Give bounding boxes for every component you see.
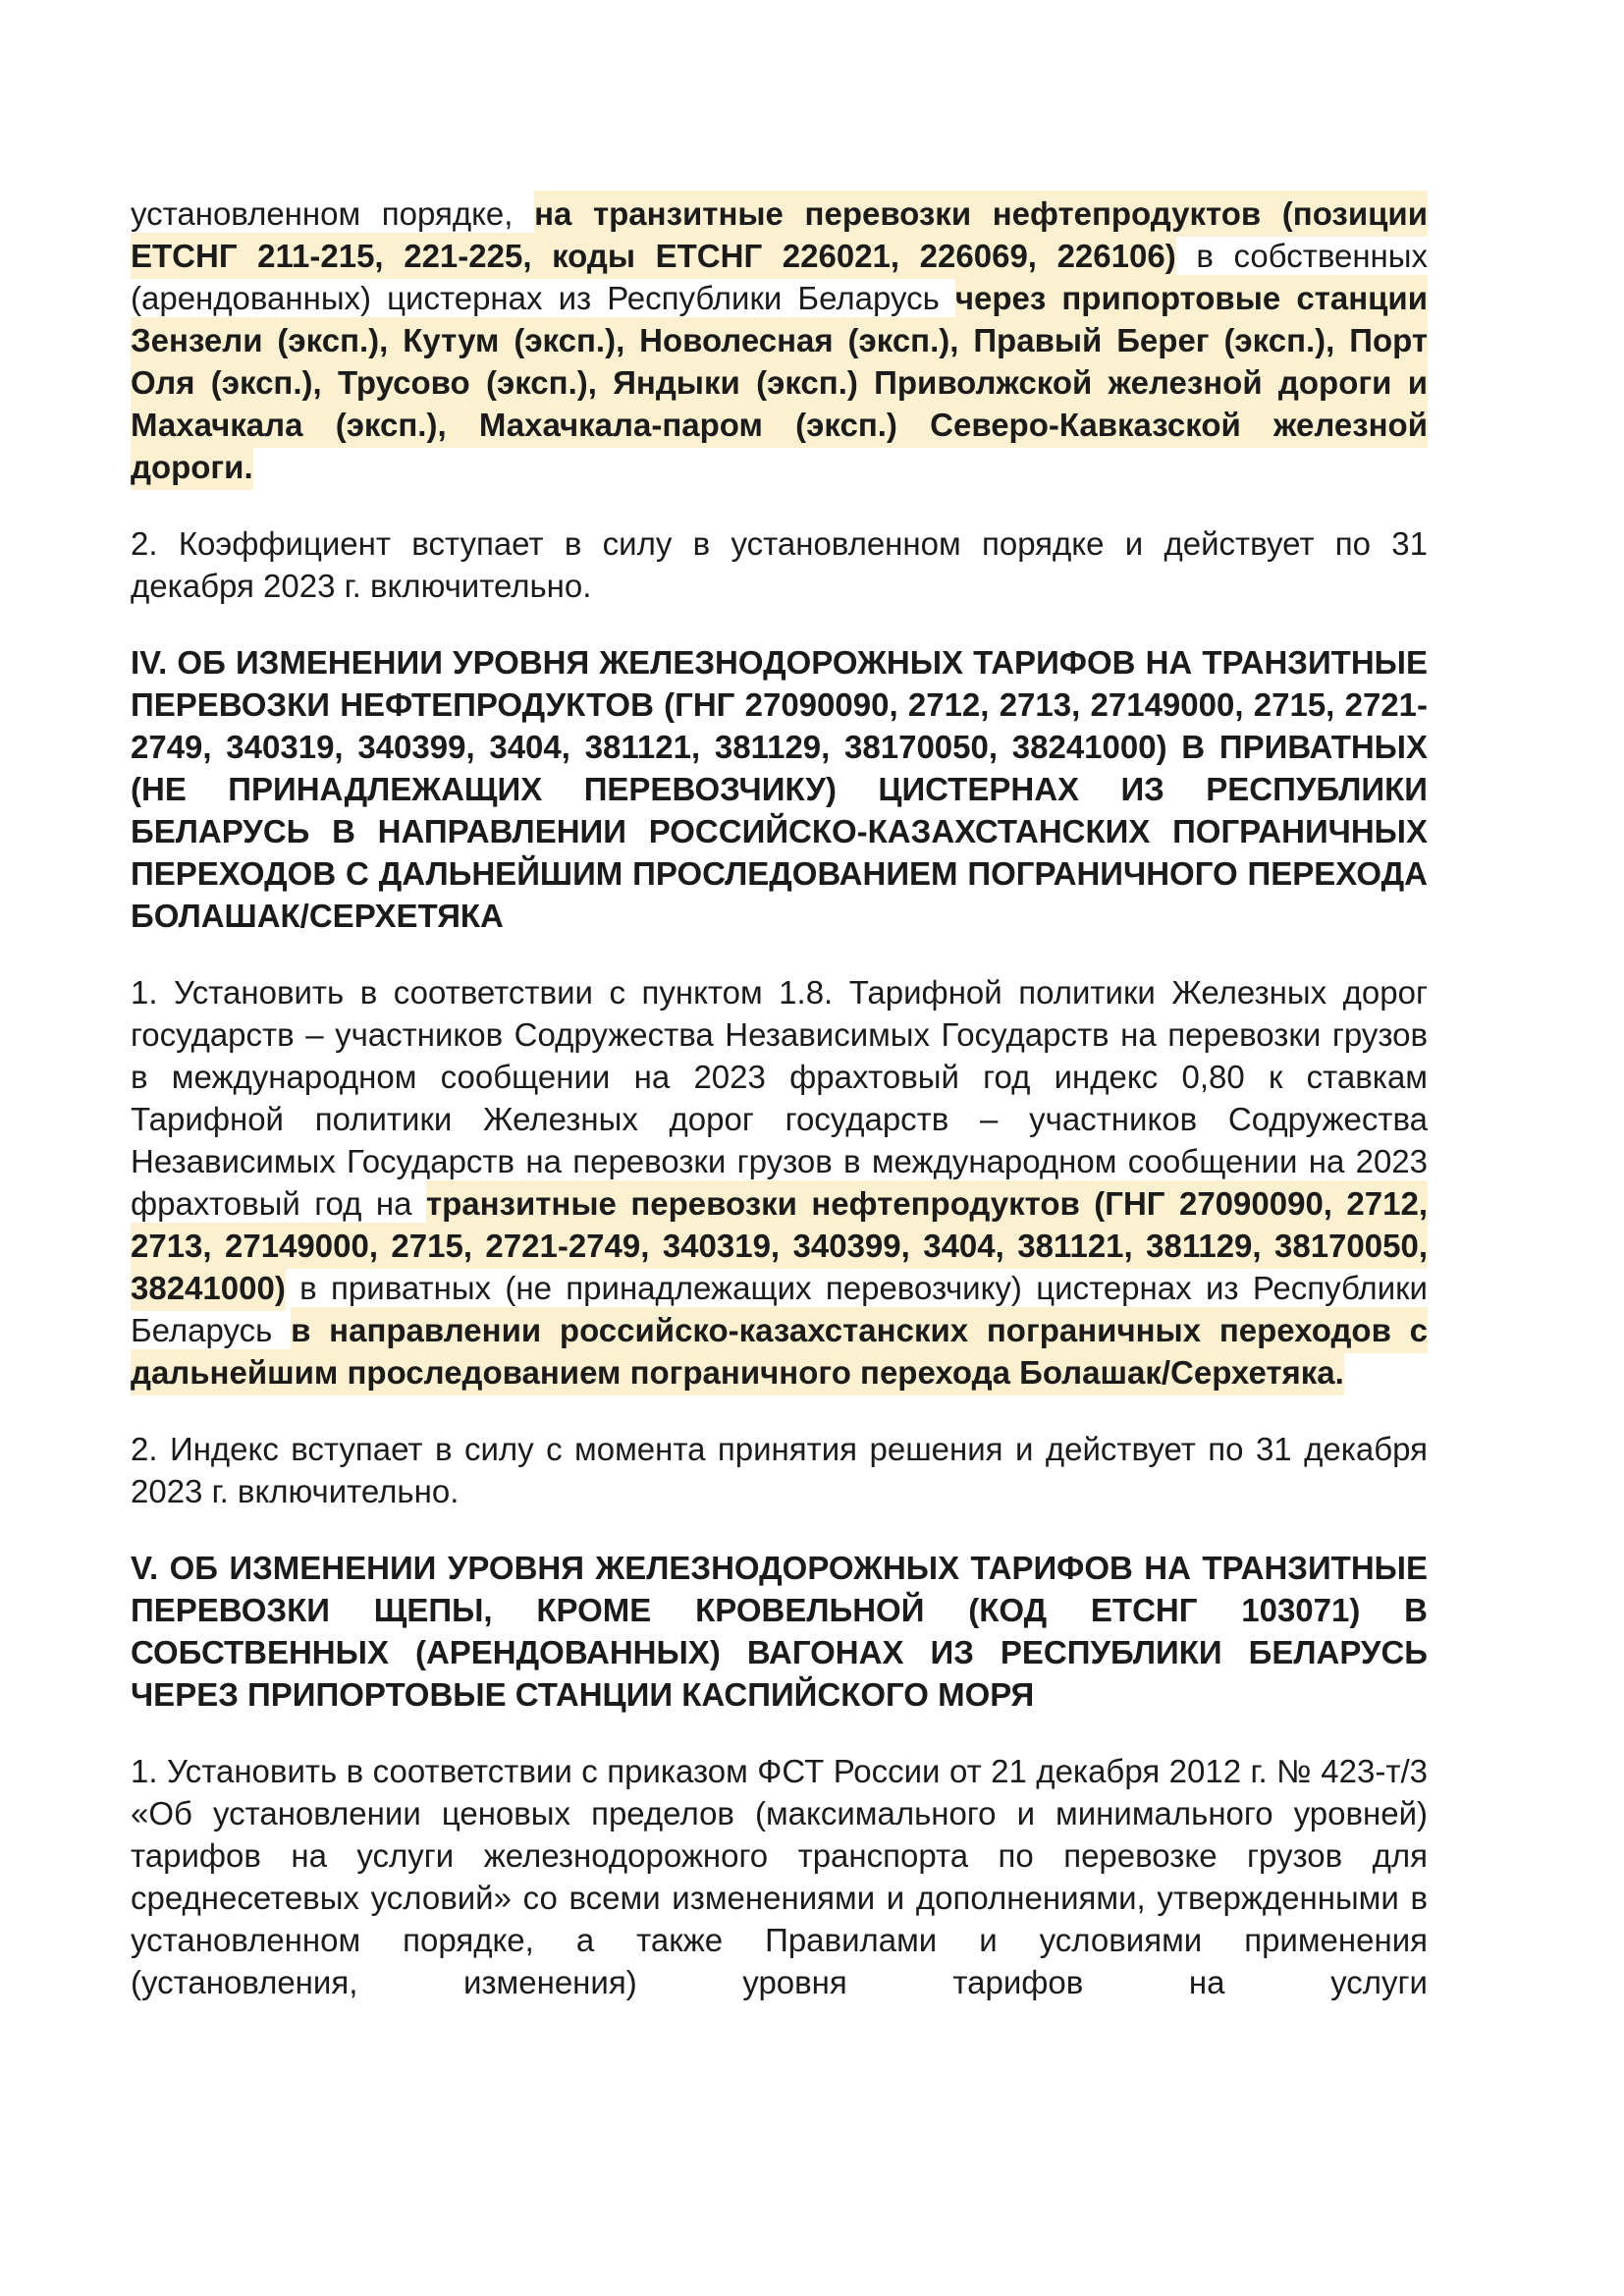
heading-section-v bbox=[131, 1547, 1428, 1716]
text-run: установленном порядке, bbox=[131, 195, 535, 232]
text-run: 1. Установить в соответствии с приказом ФСТ России от 21 декабря 2012 г. № 423-т/3 «Об установлении ценовых пределов (максимального и минимального уровней) тарифов на услуги железнодорожного транспорта по перевозке грузов для среднесетевых условий» со всеми изменениями и дополнениями, утвержденными в установленном порядке, а также Правилами и условиями применения (установления, изменения) уровня тарифов на услуги bbox=[131, 1753, 1428, 2000]
paragraph-index-080 bbox=[131, 971, 1428, 1394]
paragraph-coefficient-validity bbox=[131, 522, 1428, 607]
text-run: 2. Индекс вступает в силу с момента принятия решения и действует по 31 декабря 2023 г. включительно. bbox=[131, 1431, 1428, 1509]
text-run: 1. Установить в соответствии с пунктом 1.8. Тарифной политики Железных дорог государств – участников Содружества Независимых Государств на перевозки грузов в международном сообщении на 2023 фрахтовый год индекс 0,80 к ставкам Тарифной политики Железных дорог государств – участников Содружества Независимых Государств на перевозки грузов в международном сообщении на 2023 фрахтовый год на bbox=[131, 974, 1428, 1222]
paragraph-index-validity bbox=[131, 1428, 1428, 1512]
highlighted-text-run: на транзитные перевозки нефтепродуктов (позиции ЕТСНГ 211-215, 221-225, коды ЕТСНГ 226021, 226069, 226106) bbox=[131, 191, 1428, 279]
text-run: 2. Коэффициент вступает в силу в установленном порядке и действует по 31 декабря 2023 г. включительно. bbox=[131, 525, 1428, 604]
heading-text-run: IV. ОБ ИЗМЕНЕНИИ УРОВНЯ ЖЕЛЕЗНОДОРОЖНЫХ ТАРИФОВ НА ТРАНЗИТНЫЕ ПЕРЕВОЗКИ НЕФТЕПРОДУКТОВ (ГНГ 27090090, 2712, 2713, 27149000, 2715, 2721-2749, 340319, 340399, 3404, 381121, 381129, 38170050, 38241000) В ПРИВАТНЫХ (НЕ ПРИНАДЛЕЖАЩИХ ПЕРЕВОЗЧИКУ) ЦИСТЕРНАХ ИЗ РЕСПУБЛИКИ БЕЛАРУСЬ В НАПРАВЛЕНИИ РОССИЙСКО-КАЗАХСТАНСКИХ ПОГРАНИЧНЫХ ПЕРЕХОДОВ С ДАЛЬНЕЙШИМ ПРОСЛЕДОВАНИЕМ ПОГРАНИЧНОГО ПЕРЕХОДА БОЛАШАК/СЕРХЕТЯКА bbox=[131, 644, 1428, 934]
paragraph-coefficient-scope bbox=[131, 192, 1428, 488]
heading-text-run: V. ОБ ИЗМЕНЕНИИ УРОВНЯ ЖЕЛЕЗНОДОРОЖНЫХ ТАРИФОВ НА ТРАНЗИТНЫЕ ПЕРЕВОЗКИ ЩЕПЫ, КРОМЕ КРОВЕЛЬНОЙ (КОД ЕТСНГ 103071) В СОБСТВЕННЫХ (АРЕНДОВАННЫХ) ВАГОНАХ ИЗ РЕСПУБЛИКИ БЕЛАРУСЬ ЧЕРЕЗ ПРИПОРТОВЫЕ СТАНЦИИ КАСПИЙСКОГО МОРЯ bbox=[131, 1550, 1428, 1713]
highlighted-text-run: транзитные перевозки нефтепродуктов (ГНГ 27090090, 2712, 2713, 27149000, 2715, 2721-2749, 340319, 340399, 3404, 381121, 381129, 38170050, 38241000) bbox=[131, 1180, 1428, 1311]
highlighted-text-run: через припортовые станции Зензели (эксп.), Кутум (эксп.), Новолесная (эксп.), Правый Берег (эксп.), Порт Оля (эксп.), Трусово (эксп.), Яндыки (эксп.) Приволжской железной дороги и Махачкала (эксп.), Махачкала-паром (эксп.) Северо-Кавказской железной дороги. bbox=[131, 275, 1428, 490]
text-run: в приватных (не принадлежащих перевозчику) цистернах из Республики Беларусь bbox=[131, 1270, 1428, 1348]
heading-section-iv bbox=[131, 641, 1428, 937]
text-run: в собственных (арендованных) цистернах из Республики Беларусь bbox=[131, 238, 1429, 316]
paragraph-fst-order bbox=[131, 1750, 1428, 2003]
highlighted-text-run: в направлении российско-казахстанских пограничных переходов с дальнейшим проследованием пограничного перехода Болашак/Серхетяка. bbox=[131, 1307, 1428, 1395]
